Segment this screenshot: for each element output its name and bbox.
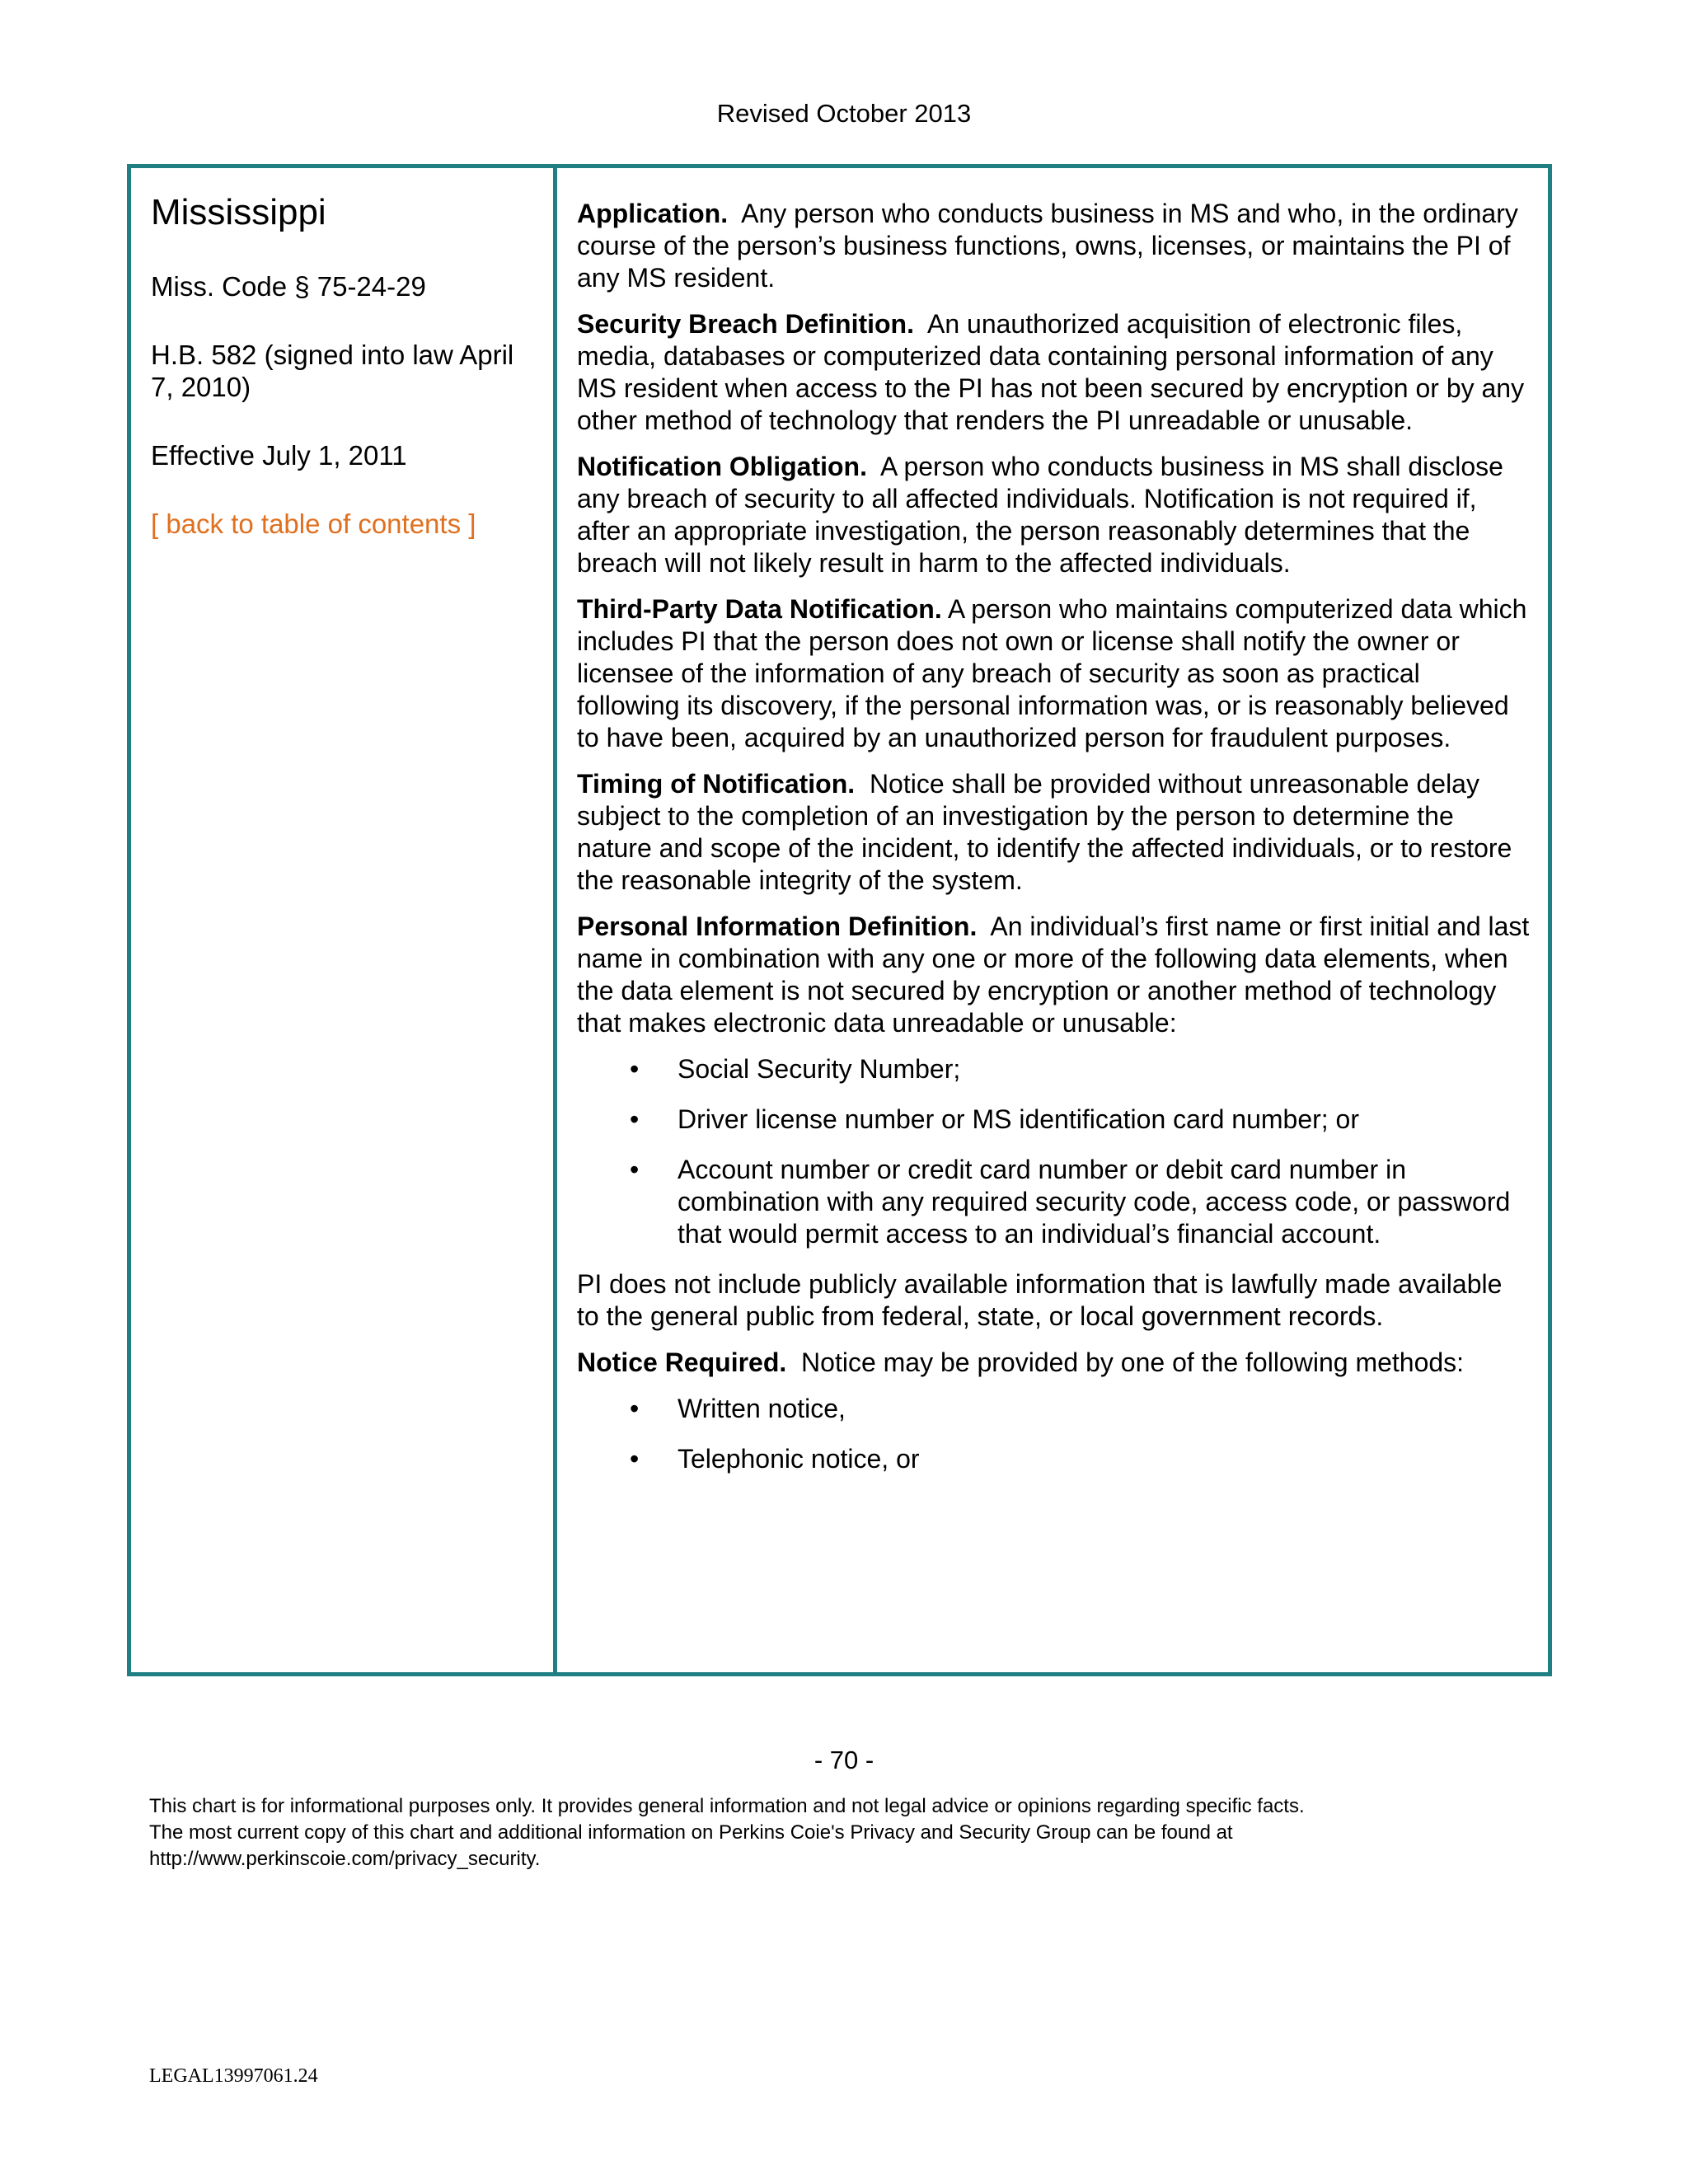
provisions-column: [557, 168, 1548, 1672]
back-to-toc-link[interactable]: [ back to table of contents ]: [151, 509, 476, 540]
list-item-text: Driver license number or MS identification card number; or: [678, 1104, 1359, 1134]
pi-exclusion-text: PI does not include publicly available information that is lawfully made available to the general public from federal, state, or local government records.: [577, 1269, 1503, 1331]
third-party-text: A person who maintains computerized data which includes PI that the person does not own or license shall notify the owner or licensee of the information of any breach of security as soon as practical following its discovery, if the personal information was, or is reasonably believed to have been, acquired by an unauthorized person for fraudulent purposes.: [577, 594, 1527, 752]
list-item: [577, 1443, 1530, 1475]
notice-required-text: Notice may be provided by one of the following methods:: [801, 1347, 1465, 1377]
timing-text: Notice shall be provided without unreasonable delay subject to the completion of an investigation by the person to determine the nature and scope of the incident, to identify the affected individuals, or to restore the reasonable integrity of the system.: [577, 769, 1512, 895]
pi-definition-section: [577, 911, 1530, 1039]
pi-definition-text: An individual’s first name or first initial and last name in combination with any one or more of the following data elements, when the data element is not secured by encryption or another method of technology that makes electronic data unreadable or unusable:: [577, 912, 1530, 1038]
bullet-icon: •: [630, 1054, 640, 1084]
disclaimer: [149, 1793, 1550, 1872]
bullet-icon: •: [630, 1104, 640, 1134]
breach-definition-text: An unauthorized acquisition of electronic files, media, databases or computerized data containing personal information of any MS resident when access to the PI has not been secured by encryption or by any other method of technology that renders the PI unreadable or unusable.: [577, 309, 1525, 435]
bill-reference: H.B. 582 (signed into law April 7, 2010): [151, 340, 514, 403]
application-section: [577, 198, 1530, 294]
list-item: [577, 1154, 1530, 1250]
effective-date: Effective July 1, 2011: [151, 440, 407, 471]
notice-methods-list: [577, 1393, 1530, 1475]
list-item-text: Written notice,: [678, 1394, 846, 1423]
timing-title: Timing of Notification.: [577, 769, 856, 799]
application-title: Application.: [577, 199, 729, 228]
revised-date: Revised October 2013: [716, 99, 972, 128]
disclaimer-line: The most current copy of this chart and additional information on Perkins Coie's Privacy and Security Group can be found at: [149, 1821, 1233, 1844]
disclaimer-line: http://www.perkinscoie.com/privacy_security.: [149, 1848, 541, 1870]
notification-obligation-text: A person who conducts business in MS shall disclose any breach of security to all affected individuals. Notification is not required if, after an appropriate investigation, the person reasonably determines that the breach will not likely result in harm to the affected individuals.: [577, 452, 1503, 578]
pi-definition-title: Personal Information Definition.: [577, 912, 978, 941]
bullet-icon: •: [630, 1394, 640, 1423]
list-item-text: Account number or credit card number or debit card number in combination with any required security code, access code, or password that would permit access to an individual’s financial account.: [678, 1155, 1511, 1249]
state-info-column: [131, 168, 557, 1672]
bullet-icon: •: [630, 1155, 640, 1184]
notice-required-title: Notice Required.: [577, 1347, 787, 1377]
notification-obligation-title: Notification Obligation.: [577, 452, 867, 481]
list-item: [577, 1053, 1530, 1085]
document-id: LEGAL13997061.24: [149, 2065, 318, 2087]
breach-definition-section: [577, 308, 1530, 437]
notification-obligation-section: [577, 451, 1530, 579]
statute-code: Miss. Code § 75-24-29: [151, 271, 426, 302]
list-item: [577, 1104, 1530, 1136]
list-item-text: Social Security Number;: [678, 1054, 961, 1084]
bullet-icon: •: [630, 1444, 640, 1474]
third-party-section: [577, 593, 1530, 754]
timing-section: [577, 768, 1530, 897]
disclaimer-line: This chart is for informational purposes only. It provides general information and not legal advice or opinions regarding specific facts.: [149, 1795, 1305, 1817]
list-item: [577, 1393, 1530, 1425]
notice-required-section: [577, 1347, 1530, 1379]
pi-elements-list: [577, 1053, 1530, 1250]
third-party-title: Third-Party Data Notification.: [577, 594, 942, 624]
breach-definition-title: Security Breach Definition.: [577, 309, 914, 339]
state-name: Mississippi: [151, 192, 326, 232]
application-text: Any person who conducts business in MS and who, in the ordinary course of the person’s business functions, owns, licenses, or maintains the PI of any MS resident.: [577, 199, 1518, 293]
list-item-text: Telephonic notice, or: [678, 1444, 920, 1474]
page-number: - 70 -: [814, 1746, 874, 1774]
law-summary-table: [127, 164, 1552, 1676]
